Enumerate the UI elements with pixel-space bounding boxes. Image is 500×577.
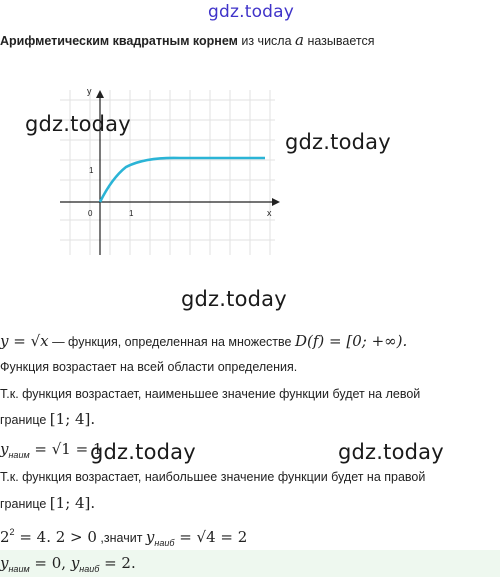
y-tick-label: 1 bbox=[89, 166, 94, 175]
p3-line2-text: границе bbox=[0, 413, 50, 427]
intro-bold: Арифметическим квадратным корнем bbox=[0, 34, 238, 48]
p6-y: y bbox=[145, 528, 155, 546]
answer-sub1: наим bbox=[8, 564, 30, 574]
watermark-4: gdz.today bbox=[90, 440, 196, 464]
p4-line bbox=[0, 440, 102, 460]
p6-sub: наиб bbox=[154, 538, 175, 548]
p1-domain: D(f) = [0; +∞). bbox=[294, 332, 408, 350]
watermark-1: gdz.today bbox=[25, 112, 131, 136]
intro-var: a bbox=[295, 31, 304, 49]
p5-line2-math: [1; 4]. bbox=[49, 494, 96, 512]
sqrt-graph bbox=[60, 80, 285, 260]
answer-y1: y bbox=[0, 554, 9, 572]
origin-label: 0 bbox=[88, 209, 93, 218]
p3-line2 bbox=[0, 410, 95, 429]
p6-line bbox=[0, 528, 247, 548]
answer-sub2: наиб bbox=[79, 564, 100, 574]
answer-line bbox=[0, 554, 136, 574]
p4-y: y bbox=[0, 440, 9, 458]
p1-dash-text: — функция, определенная на множестве bbox=[48, 335, 295, 349]
answer-y2: y bbox=[70, 554, 80, 572]
watermark-top: gdz.today bbox=[208, 2, 295, 22]
p3-line1: Т.к. функция возрастает, наименьшее значение функции будет на левой bbox=[0, 387, 421, 401]
p6-exp: 2 bbox=[9, 527, 15, 537]
answer-mid: = 0, bbox=[29, 554, 71, 572]
y-axis-label: y bbox=[87, 86, 92, 96]
intro-rest: из числа bbox=[237, 34, 296, 48]
p4-sub: наим bbox=[8, 450, 30, 460]
p6-rest: = √4 = 2 bbox=[174, 528, 248, 546]
answer-end: = 2. bbox=[99, 554, 136, 572]
p5-line1: Т.к. функция возрастает, наибольшее значение функции будет на правой bbox=[0, 470, 426, 484]
p3-line2-math: [1; 4]. bbox=[49, 410, 96, 428]
p6-base: 2 bbox=[0, 528, 10, 546]
intro-line bbox=[0, 31, 374, 50]
p5-line2 bbox=[0, 494, 95, 513]
watermark-5: gdz.today bbox=[338, 440, 444, 464]
intro-end: называется bbox=[303, 34, 375, 48]
p6-mid: = 4. 2 > 0 bbox=[14, 528, 97, 546]
p1-line bbox=[0, 332, 407, 351]
watermark-3: gdz.today bbox=[181, 287, 287, 311]
p5-line2-text: границе bbox=[0, 497, 50, 511]
x-tick-label: 1 bbox=[129, 209, 134, 218]
p2-line: Функция возрастает на всей области определения. bbox=[0, 360, 298, 374]
p4-rest: = √1 = 1 bbox=[29, 440, 103, 458]
y-axis-arrow bbox=[96, 90, 104, 98]
p1-formula: y = √x bbox=[0, 332, 49, 350]
watermark-2: gdz.today bbox=[285, 130, 391, 154]
x-axis-label: x bbox=[267, 208, 272, 218]
x-axis-arrow bbox=[272, 198, 280, 206]
p6-text: ,значит bbox=[96, 531, 146, 545]
answer-box bbox=[0, 550, 500, 577]
